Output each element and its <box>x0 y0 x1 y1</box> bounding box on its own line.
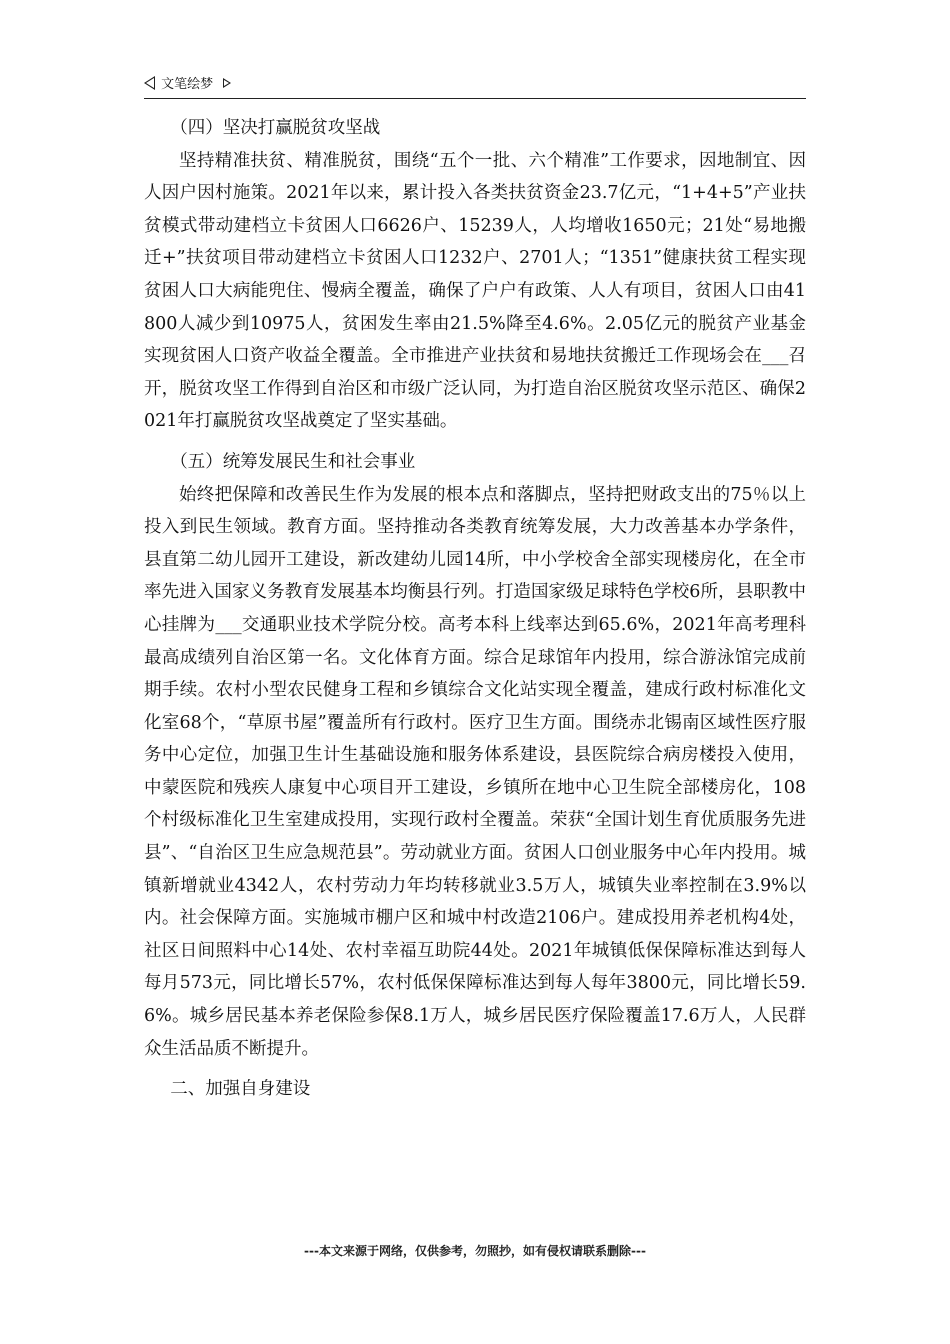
chapter-heading: 二、加强自身建设 <box>170 1079 311 1100</box>
triangle-left-icon <box>144 76 155 90</box>
section-paragraph: 坚持精准扶贫、精准脱贫，围绕“五个一批、六个精准”工作要求，因地制宜、因人因户因村施策。2021年以来，累计投入各类扶贫资金23.7亿元，“1+4+5”产业扶贫模式带动建档立卡贫困人口6626户、15239人，人均增收1650元；21处“易地搬迁+”扶贫项目带动建档立卡贫困人口1232户、2701人；“1351”健康扶贫工程实现贫困人口大病能兜住、慢病全覆盖，确保了户户有政策、人人有项目，贫困人口由41800人减少到10975人，贫困发生率由21.5%降至4.6%。2.05亿元的脱贫产业基金实现贫困人口资产收益全覆盖。全市推进产业扶贫和易地扶贫搬迁工作现场会在___召开，脱贫攻坚工作得到自治区和市级广泛认同，为打造自治区脱贫攻坚示范区、确保2021年打赢脱贫攻坚战奠定了坚实基础。 <box>144 150 806 432</box>
footer-notice: ---本文来源于网络，仅供参考，勿照抄，如有侵权请联系删除--- <box>304 1244 646 1258</box>
section-heading: （五）统筹发展民生和社会事业 <box>170 451 416 472</box>
document-body <box>144 112 806 1106</box>
header-title: 文笔绘梦 <box>161 77 214 92</box>
section-heading: （四）坚决打赢脱贫攻坚战 <box>170 118 381 138</box>
section-paragraph: 始终把保障和改善民生作为发展的根本点和落脚点，坚持把财政支出的75％以上投入到民生领域。教育方面。坚持推动各类教育统筹发展，大力改善基本办学条件，县直第二幼儿园开工建设，新改建幼儿园14所，中小学校舍全部实现楼房化，在全市率先进入国家义务教育发展基本均衡县行列。打造国家级足球特色学校6所，县职教中心挂牌为___交通职业技术学院分校。高考本科上线率达到65.6%，2021年高考理科最高成绩列自治区第一名。文化体育方面。综合足球馆年内投用，综合游泳馆完成前期手续。农村小型农民健身工程和乡镇综合文化站实现全覆盖，建成行政村标准化文化室68个，“草原书屋”覆盖所有行政村。医疗卫生方面。围绕赤北锡南区域性医疗服务中心定位，加强卫生计生基础设施和服务体系建设，县医院综合病房楼投入使用，中蒙医院和残疾人康复中心项目开工建设，乡镇所在地中心卫生院全部楼房化，108个村级标准化卫生室建成投用，实现行政村全覆盖。荣获“全国计划生育优质服务先进县”、“自治区卫生应急规范县”。劳动就业方面。贫困人口创业服务中心年内投用。城镇新增就业4342人，农村劳动力年均转移就业3.5万人，城镇失业率控制在3.9%以内。社会保障方面。实施城市棚户区和城中村改造2106户。建成投用养老机构4处，社区日间照料中心14处、农村幸福互助院44处。2021年城镇低保保障标准达到每人每月573元，同比增长57%，农村低保保障标准达到每人每年3800元，同比增长59.6%。城乡居民基本养老保险参保8.1万人，城乡居民医疗保险覆盖17.6万人，人民群众生活品质不断提升。 <box>144 484 806 1059</box>
triangle-right-icon <box>223 78 231 88</box>
page-header <box>144 74 806 99</box>
